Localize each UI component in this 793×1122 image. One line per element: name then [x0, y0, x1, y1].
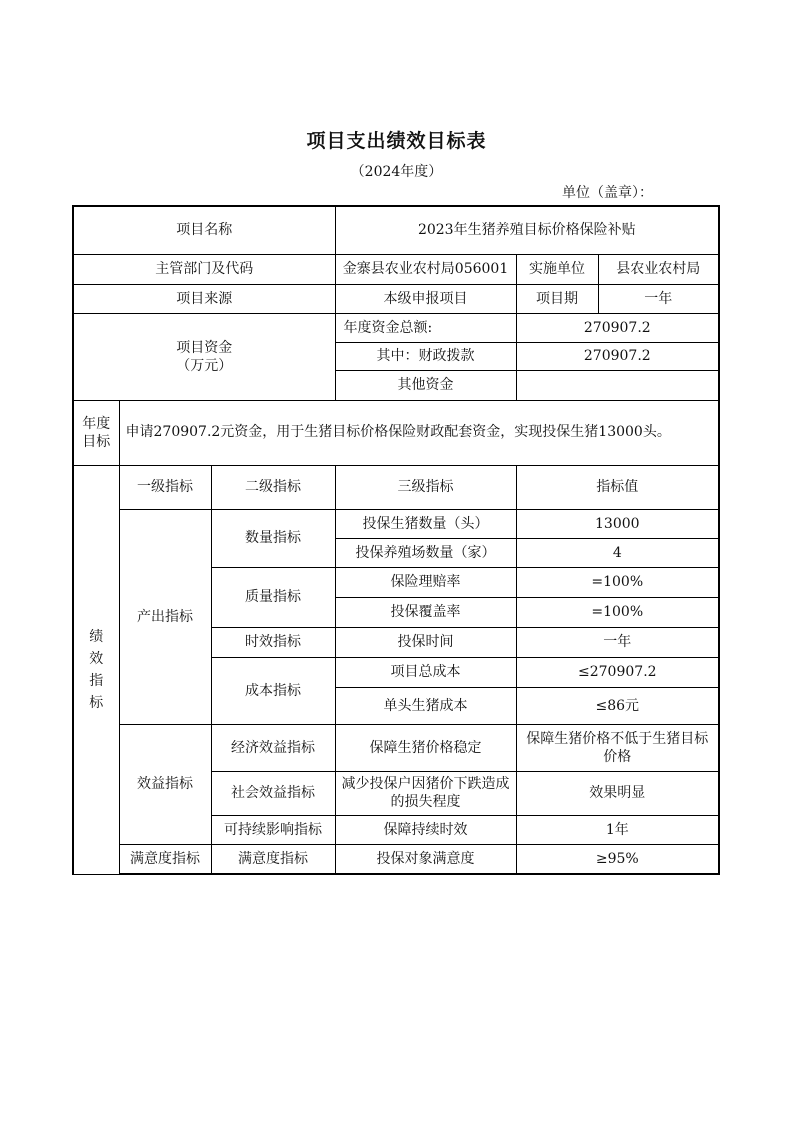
indicator-claim-rate: 保险理赔率: [335, 567, 516, 597]
indicator-insured-farms: 投保养殖场数量（家）: [335, 538, 516, 567]
social-benefit-label: 社会效益指标: [211, 771, 335, 815]
indicator-price-stability-value: 保障生猪价格不低于生猪目标价格: [516, 724, 719, 771]
header-level1: 一级指标: [119, 465, 211, 509]
implementing-unit-label: 实施单位: [516, 254, 598, 284]
indicator-insurance-time: 投保时间: [335, 627, 516, 657]
department-label: 主管部门及代码: [73, 254, 335, 284]
indicator-unit-cost-value: ≤86元: [516, 687, 719, 724]
section-char-1: 绩: [89, 628, 104, 645]
indicator-total-cost: 项目总成本: [335, 657, 516, 687]
project-source-label: 项目来源: [73, 284, 335, 313]
benefit-indicator-label: 效益指标: [119, 724, 211, 844]
project-name-value: 2023年生猪养殖目标价格保险补贴: [335, 206, 719, 254]
indicator-insured-farms-value: 4: [516, 538, 719, 567]
project-period-value: 一年: [598, 284, 719, 313]
project-fund-title: 项目资金: [176, 339, 233, 356]
indicator-loss-reduction-value: 效果明显: [516, 771, 719, 815]
header-value: 指标值: [516, 465, 719, 509]
indicator-unit-cost: 单头生猪成本: [335, 687, 516, 724]
indicator-total-cost-value: ≤270907.2: [516, 657, 719, 687]
performance-target-table: [72, 205, 720, 875]
satisfaction-level1-label: 满意度指标: [119, 844, 211, 874]
sustainability-label: 可持续影响指标: [211, 815, 335, 844]
year-subtitle: （2024年度）: [350, 164, 443, 180]
other-funds-label: 其他资金: [335, 370, 516, 400]
timeliness-indicator-label: 时效指标: [211, 627, 335, 657]
indicator-coverage-rate: 投保覆盖率: [335, 597, 516, 627]
fiscal-allocation-label: 其中：财政拨款: [335, 342, 516, 370]
section-char-3: 指: [89, 672, 104, 689]
project-period-label: 项目期: [516, 284, 598, 313]
header-level3: 三级指标: [335, 465, 516, 509]
indicator-insured-pigs: 投保生猪数量（头）: [335, 509, 516, 538]
quantity-indicator-label: 数量指标: [211, 509, 335, 567]
indicator-guarantee-duration: 保障持续时效: [335, 815, 516, 844]
annual-total-label: 年度资金总额:: [335, 313, 516, 342]
project-name-label: 项目名称: [73, 206, 335, 254]
indicator-claim-rate-value: =100%: [516, 567, 719, 597]
project-source-value: 本级申报项目: [335, 284, 516, 313]
section-char-4: 标: [89, 694, 104, 711]
economic-benefit-label: 经济效益指标: [211, 724, 335, 771]
performance-indicators-label: [73, 465, 119, 874]
annual-goal-label: [73, 400, 119, 465]
annual-goal-text: 申请270907.2元资金，用于生猪目标价格保险财政配套资金，实现投保生猪13000头。: [119, 400, 719, 465]
output-indicator-label: 产出指标: [119, 509, 211, 724]
indicator-price-stability: 保障生猪价格稳定: [335, 724, 516, 771]
project-fund-label: [73, 313, 335, 400]
annual-goal-label-line1: 年度: [82, 415, 111, 432]
indicator-insurance-time-value: 一年: [516, 627, 719, 657]
indicator-insured-pigs-value: 13000: [516, 509, 719, 538]
unit-stamp-label: 单位（盖章）：: [562, 185, 653, 201]
header-level2: 二级指标: [211, 465, 335, 509]
satisfaction-level2-label: 满意度指标: [211, 844, 335, 874]
section-char-2: 效: [89, 650, 104, 667]
fiscal-allocation-value: 270907.2: [516, 342, 719, 370]
indicator-insured-satisfaction-value: ≥95%: [516, 844, 719, 874]
page-title: 项目支出绩效目标表: [306, 130, 487, 152]
department-value: 金寨县农业农村局056001: [335, 254, 516, 284]
indicator-coverage-rate-value: =100%: [516, 597, 719, 627]
project-fund-unit: （万元）: [176, 357, 233, 374]
indicator-loss-reduction: 减少投保户因猪价下跌造成的损失程度: [335, 771, 516, 815]
cost-indicator-label: 成本指标: [211, 657, 335, 724]
annual-total-value: 270907.2: [516, 313, 719, 342]
indicator-guarantee-duration-value: 1年: [516, 815, 719, 844]
indicator-insured-satisfaction: 投保对象满意度: [335, 844, 516, 874]
implementing-unit-value: 县农业农村局: [598, 254, 719, 284]
quality-indicator-label: 质量指标: [211, 567, 335, 627]
other-funds-value: [516, 370, 719, 400]
annual-goal-label-line2: 目标: [82, 433, 111, 450]
